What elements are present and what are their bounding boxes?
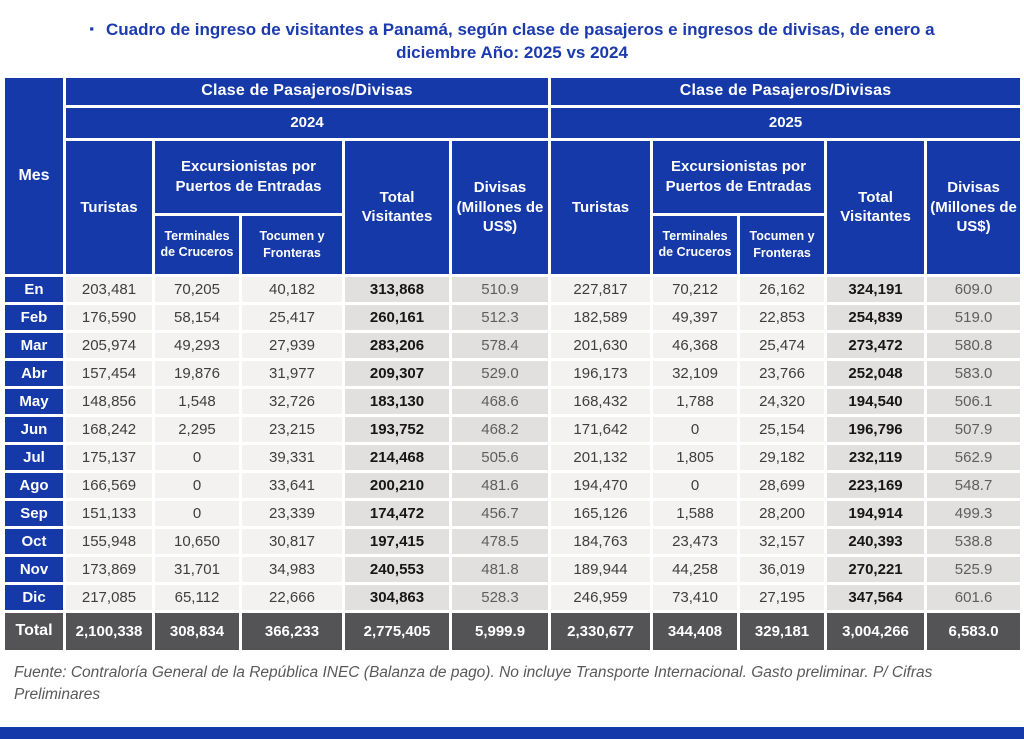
data-cell: 65,112 <box>155 585 239 610</box>
data-cell: 324,191 <box>827 277 924 302</box>
table-row <box>5 585 1020 610</box>
data-cell: 23,339 <box>242 501 342 526</box>
data-cell: 0 <box>155 501 239 526</box>
data-cell: 194,470 <box>551 473 650 498</box>
data-cell: 27,939 <box>242 333 342 358</box>
data-cell: 171,642 <box>551 417 650 442</box>
data-cell: 58,154 <box>155 305 239 330</box>
header-year-2024: 2024 <box>66 108 548 138</box>
header-clase-2024: Clase de Pasajeros/Divisas <box>66 78 548 105</box>
data-cell: 175,137 <box>66 445 152 470</box>
data-cell: 507.9 <box>927 417 1020 442</box>
table-row <box>5 333 1020 358</box>
data-cell: 25,154 <box>740 417 824 442</box>
data-cell: 499.3 <box>927 501 1020 526</box>
header-tocumen-2025 <box>740 216 824 274</box>
table-row <box>5 389 1020 414</box>
table-row <box>5 501 1020 526</box>
data-cell: 19,876 <box>155 361 239 386</box>
month-label: En <box>5 277 63 302</box>
month-label: Nov <box>5 557 63 582</box>
data-cell: 2,295 <box>155 417 239 442</box>
page-title <box>0 0 1024 75</box>
header-excursionistas-2025 <box>653 141 824 213</box>
table-header <box>5 78 1020 274</box>
data-cell: 548.7 <box>927 473 1020 498</box>
data-cell: 506.1 <box>927 389 1020 414</box>
data-cell: 209,307 <box>345 361 449 386</box>
data-cell: 203,481 <box>66 277 152 302</box>
month-label: Jul <box>5 445 63 470</box>
data-cell: 39,331 <box>242 445 342 470</box>
data-cell: 183,130 <box>345 389 449 414</box>
data-cell: 200,210 <box>345 473 449 498</box>
header-label: Tocumen y Fronteras <box>749 229 815 260</box>
data-cell: 0 <box>155 445 239 470</box>
data-cell: 10,650 <box>155 529 239 554</box>
bottom-accent-bar <box>0 727 1024 739</box>
data-cell: 481.6 <box>452 473 548 498</box>
data-cell: 217,085 <box>66 585 152 610</box>
data-cell: 23,766 <box>740 361 824 386</box>
table-row <box>5 361 1020 386</box>
header-label: Excursionistas por Puertos de Entradas <box>175 158 322 195</box>
data-cell: 32,109 <box>653 361 737 386</box>
data-cell: 194,540 <box>827 389 924 414</box>
header-total-2025 <box>827 141 924 274</box>
data-cell: 27,195 <box>740 585 824 610</box>
header-year-2025: 2025 <box>551 108 1020 138</box>
data-cell: 30,817 <box>242 529 342 554</box>
data-cell: 155,948 <box>66 529 152 554</box>
data-cell: 347,564 <box>827 585 924 610</box>
table-row <box>5 557 1020 582</box>
data-cell: 201,132 <box>551 445 650 470</box>
data-cell: 31,701 <box>155 557 239 582</box>
table-row <box>5 529 1020 554</box>
bullet-square-icon: ▪ <box>89 21 94 36</box>
data-cell: 174,472 <box>345 501 449 526</box>
data-cell: 33,641 <box>242 473 342 498</box>
data-cell: 1,805 <box>653 445 737 470</box>
month-label: May <box>5 389 63 414</box>
data-cell: 201,630 <box>551 333 650 358</box>
data-cell: 468.6 <box>452 389 548 414</box>
header-label: Divisas (Millones de US$) <box>930 179 1017 236</box>
data-cell: 223,169 <box>827 473 924 498</box>
header-label: Excursionistas por Puertos de Entradas <box>665 158 812 195</box>
month-label: Sep <box>5 501 63 526</box>
header-label: Total Visitantes <box>840 188 911 226</box>
month-label: Mar <box>5 333 63 358</box>
data-cell: 73,410 <box>653 585 737 610</box>
data-cell: 273,472 <box>827 333 924 358</box>
data-cell: 194,914 <box>827 501 924 526</box>
data-cell: 519.0 <box>927 305 1020 330</box>
data-cell: 46,368 <box>653 333 737 358</box>
header-mes: Mes <box>5 78 63 274</box>
data-cell: 49,397 <box>653 305 737 330</box>
data-cell: 193,752 <box>345 417 449 442</box>
table-row <box>5 277 1020 302</box>
table-body <box>5 277 1020 650</box>
data-cell: 22,853 <box>740 305 824 330</box>
data-cell: 0 <box>653 473 737 498</box>
data-cell: 478.5 <box>452 529 548 554</box>
month-label: Ago <box>5 473 63 498</box>
data-cell: 40,182 <box>242 277 342 302</box>
data-cell: 70,205 <box>155 277 239 302</box>
total-row <box>5 613 1020 650</box>
data-cell: 28,699 <box>740 473 824 498</box>
visitors-table <box>2 75 1023 653</box>
table-row <box>5 445 1020 470</box>
data-cell: 24,320 <box>740 389 824 414</box>
data-cell: 580.8 <box>927 333 1020 358</box>
total-cell: 2,775,405 <box>345 613 449 650</box>
data-cell: 481.8 <box>452 557 548 582</box>
data-cell: 562.9 <box>927 445 1020 470</box>
header-label: Turistas <box>571 198 630 216</box>
header-tocumen-2024 <box>242 216 342 274</box>
data-cell: 583.0 <box>927 361 1020 386</box>
data-cell: 23,473 <box>653 529 737 554</box>
table-row <box>5 473 1020 498</box>
data-cell: 168,242 <box>66 417 152 442</box>
data-cell: 23,215 <box>242 417 342 442</box>
data-cell: 168,432 <box>551 389 650 414</box>
data-cell: 456.7 <box>452 501 548 526</box>
data-cell: 505.6 <box>452 445 548 470</box>
data-cell: 166,569 <box>66 473 152 498</box>
data-cell: 197,415 <box>345 529 449 554</box>
data-cell: 36,019 <box>740 557 824 582</box>
page-title-text: Cuadro de ingreso de visitantes a Panamá, según clase de pasajeros e ingresos de divisas, de enero a diciembre Año: 2025 vs 2024 <box>106 20 935 63</box>
total-cell: 308,834 <box>155 613 239 650</box>
data-cell: 22,666 <box>242 585 342 610</box>
data-cell: 148,856 <box>66 389 152 414</box>
data-cell: 34,983 <box>242 557 342 582</box>
data-cell: 254,839 <box>827 305 924 330</box>
total-cell: 5,999.9 <box>452 613 548 650</box>
data-cell: 232,119 <box>827 445 924 470</box>
data-cell: 29,182 <box>740 445 824 470</box>
data-cell: 32,157 <box>740 529 824 554</box>
data-cell: 176,590 <box>66 305 152 330</box>
data-cell: 529.0 <box>452 361 548 386</box>
month-label: Oct <box>5 529 63 554</box>
header-divisas-2025 <box>927 141 1020 274</box>
data-cell: 0 <box>653 417 737 442</box>
data-cell: 44,258 <box>653 557 737 582</box>
month-label: Feb <box>5 305 63 330</box>
total-cell: 6,583.0 <box>927 613 1020 650</box>
header-label: Tocumen y Fronteras <box>259 229 325 260</box>
header-terminales-2025 <box>653 216 737 274</box>
header-excursionistas-2024 <box>155 141 342 213</box>
total-cell: 2,100,338 <box>66 613 152 650</box>
data-cell: 260,161 <box>345 305 449 330</box>
source-note: Fuente: Contraloría General de la República INEC (Balanza de pago). No incluye Transporte Internacional. Gasto preliminar. P/ Cifras Preliminares <box>14 663 933 704</box>
data-cell: 70,212 <box>653 277 737 302</box>
data-cell: 151,133 <box>66 501 152 526</box>
data-cell: 0 <box>155 473 239 498</box>
total-cell: 2,330,677 <box>551 613 650 650</box>
total-cell: 329,181 <box>740 613 824 650</box>
data-cell: 304,863 <box>345 585 449 610</box>
total-cell: 366,233 <box>242 613 342 650</box>
header-label: Total Visitantes <box>361 188 433 226</box>
header-label: Terminales de Cruceros <box>658 229 732 259</box>
data-cell: 609.0 <box>927 277 1020 302</box>
data-cell: 313,868 <box>345 277 449 302</box>
data-cell: 25,417 <box>242 305 342 330</box>
header-label: Turistas <box>80 198 138 216</box>
data-cell: 28,200 <box>740 501 824 526</box>
table-row <box>5 417 1020 442</box>
data-cell: 578.4 <box>452 333 548 358</box>
data-cell: 189,944 <box>551 557 650 582</box>
data-cell: 196,796 <box>827 417 924 442</box>
data-cell: 25,474 <box>740 333 824 358</box>
data-cell: 184,763 <box>551 529 650 554</box>
data-cell: 1,788 <box>653 389 737 414</box>
data-cell: 283,206 <box>345 333 449 358</box>
data-cell: 512.3 <box>452 305 548 330</box>
data-cell: 240,393 <box>827 529 924 554</box>
data-cell: 32,726 <box>242 389 342 414</box>
header-label: Divisas (Millones de US$) <box>456 179 544 236</box>
header-divisas-2024 <box>452 141 548 274</box>
month-label: Abr <box>5 361 63 386</box>
data-cell: 528.3 <box>452 585 548 610</box>
month-label: Jun <box>5 417 63 442</box>
data-cell: 196,173 <box>551 361 650 386</box>
total-cell: 3,004,266 <box>827 613 924 650</box>
header-total-2024 <box>345 141 449 274</box>
total-cell: 344,408 <box>653 613 737 650</box>
data-cell: 270,221 <box>827 557 924 582</box>
header-label: Terminales de Cruceros <box>160 229 234 259</box>
data-cell: 165,126 <box>551 501 650 526</box>
data-cell: 227,817 <box>551 277 650 302</box>
data-cell: 214,468 <box>345 445 449 470</box>
data-cell: 601.6 <box>927 585 1020 610</box>
data-cell: 205,974 <box>66 333 152 358</box>
data-cell: 173,869 <box>66 557 152 582</box>
total-label: Total <box>5 613 63 650</box>
data-cell: 240,553 <box>345 557 449 582</box>
header-turistas-2024 <box>66 141 152 274</box>
data-cell: 468.2 <box>452 417 548 442</box>
data-cell: 49,293 <box>155 333 239 358</box>
header-turistas-2025 <box>551 141 650 274</box>
data-cell: 182,589 <box>551 305 650 330</box>
data-cell: 525.9 <box>927 557 1020 582</box>
data-cell: 1,588 <box>653 501 737 526</box>
data-cell: 510.9 <box>452 277 548 302</box>
data-cell: 31,977 <box>242 361 342 386</box>
data-cell: 246,959 <box>551 585 650 610</box>
data-cell: 252,048 <box>827 361 924 386</box>
header-clase-2025: Clase de Pasajeros/Divisas <box>551 78 1020 105</box>
data-cell: 538.8 <box>927 529 1020 554</box>
header-terminales-2024 <box>155 216 239 274</box>
month-label: Dic <box>5 585 63 610</box>
data-cell: 157,454 <box>66 361 152 386</box>
table-row <box>5 305 1020 330</box>
data-cell: 26,162 <box>740 277 824 302</box>
data-cell: 1,548 <box>155 389 239 414</box>
